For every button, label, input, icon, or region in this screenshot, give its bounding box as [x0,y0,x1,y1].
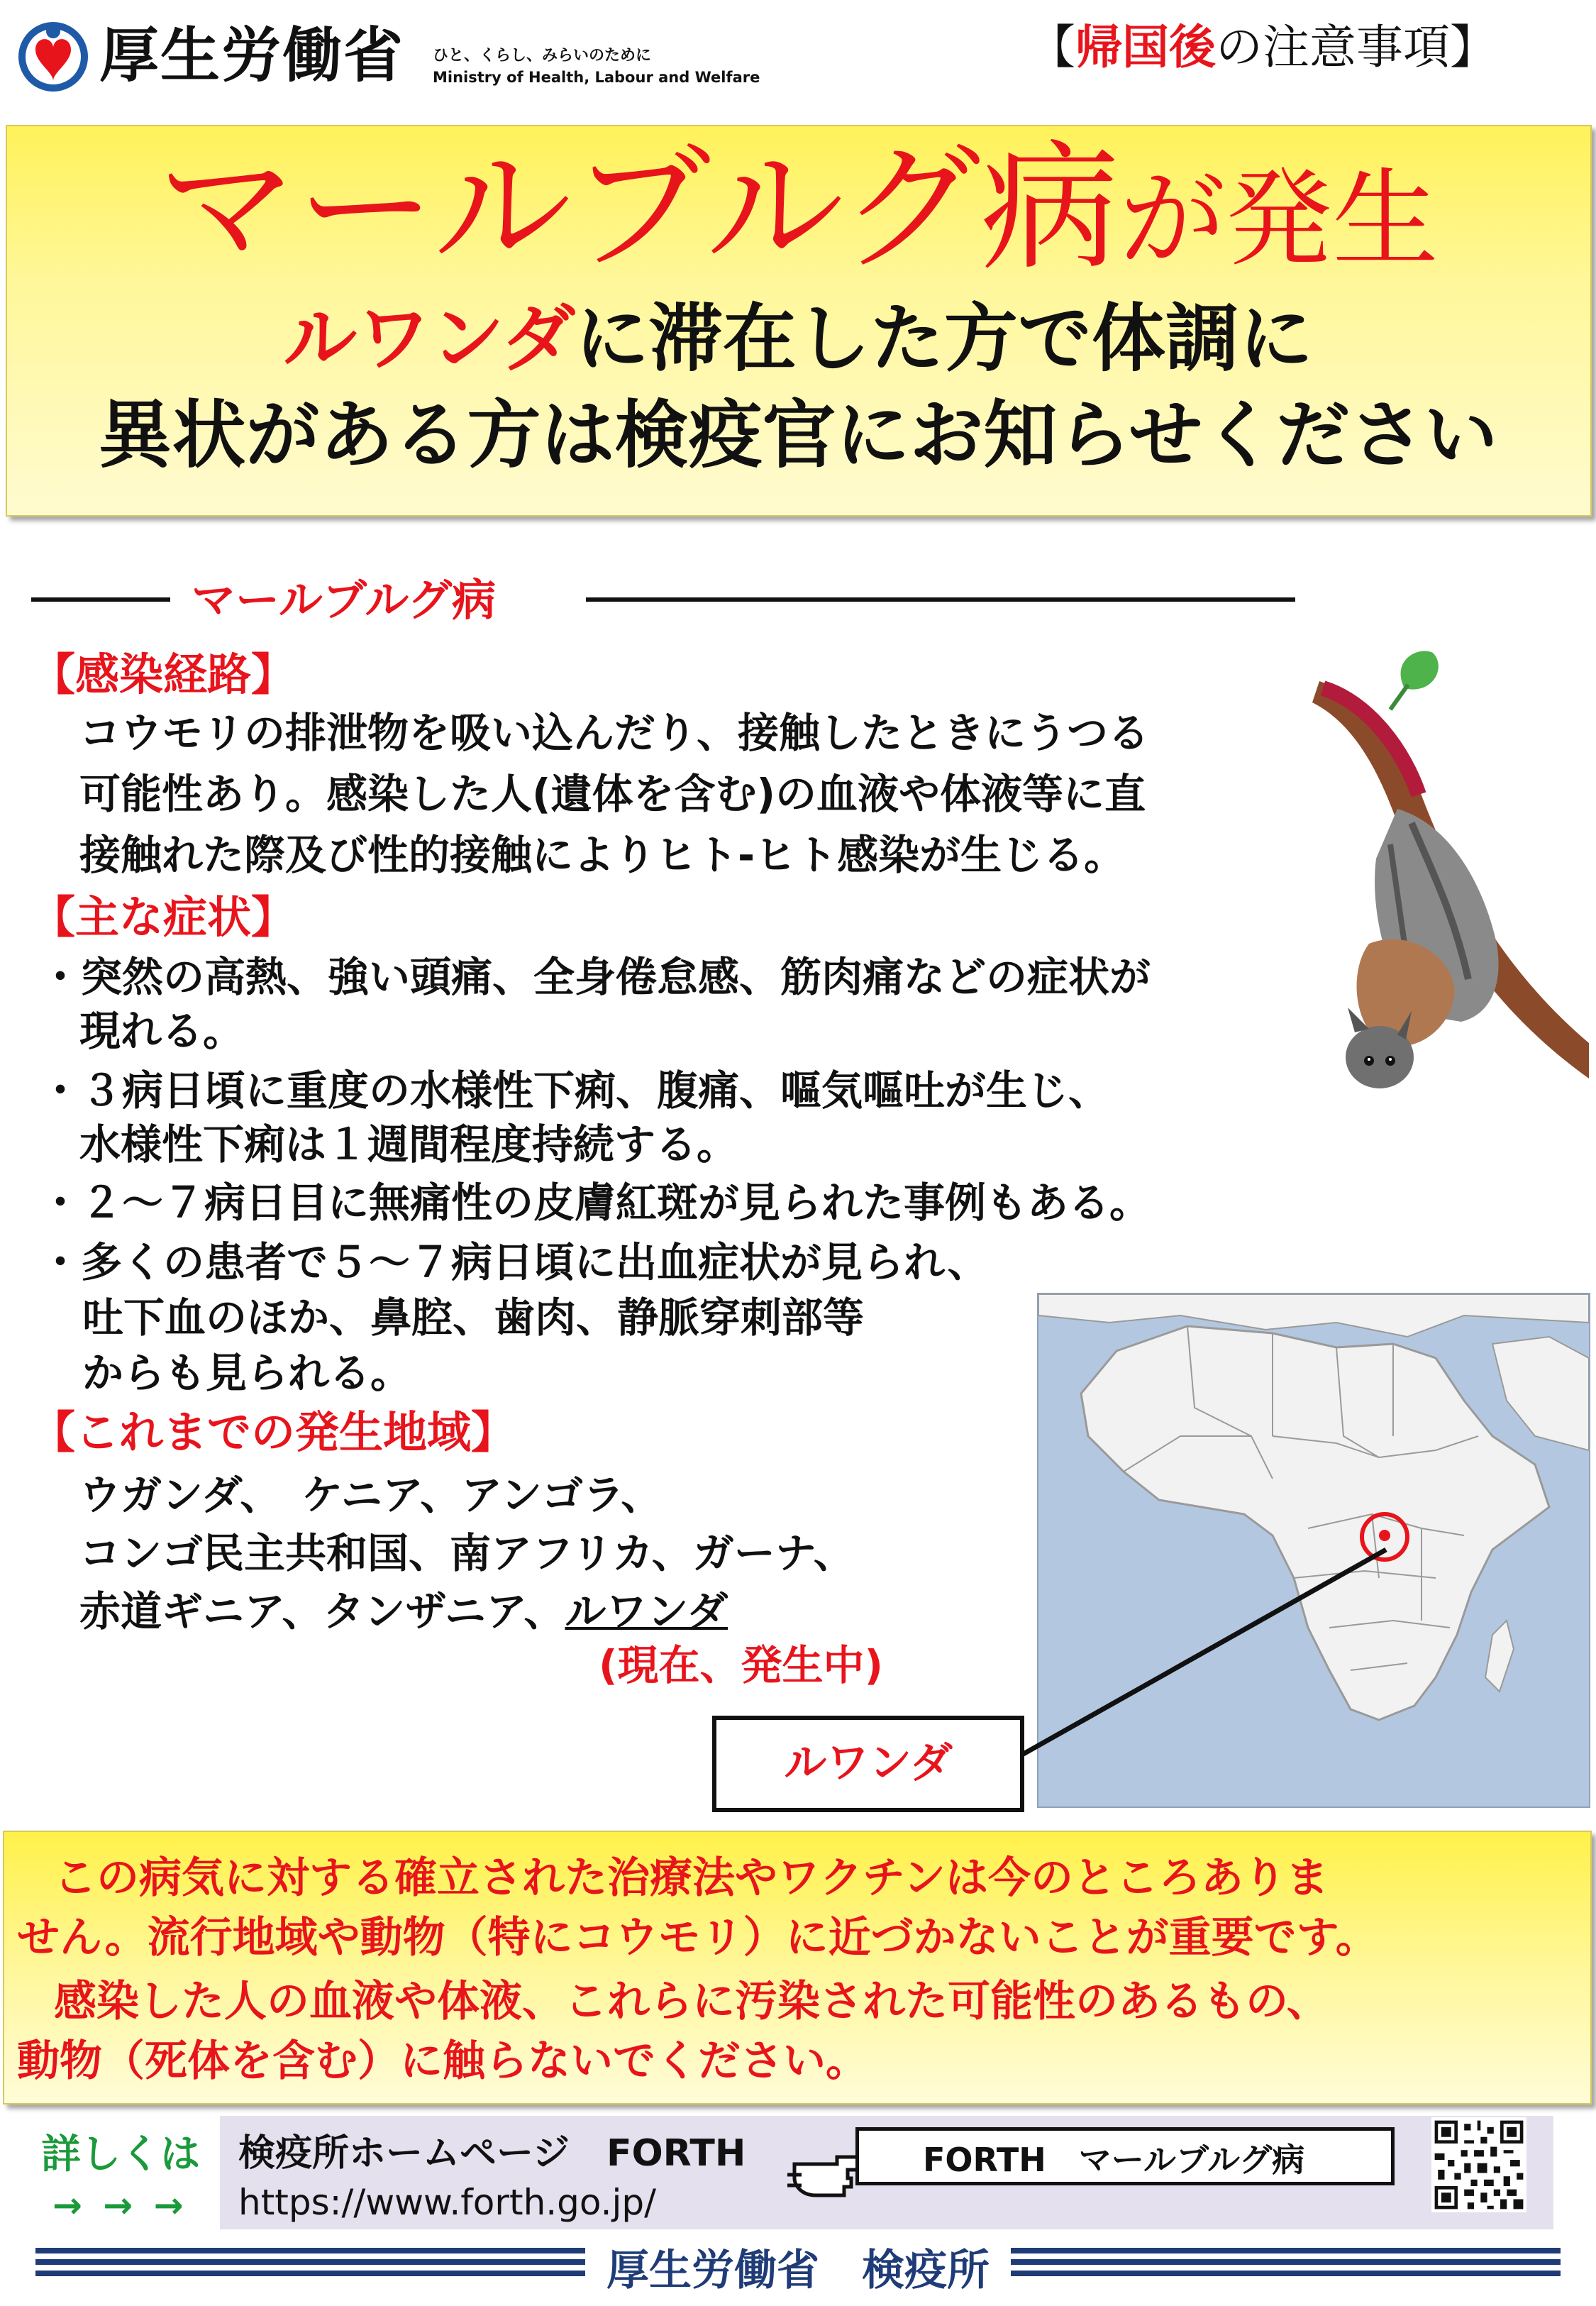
bat-illustration-icon [1312,646,1596,1142]
current-outbreak-note: (現在、発生中) [599,1641,884,1689]
rwanda-callout-box: ルワンダ [712,1716,1024,1812]
notice-heading: 【帰国後の注意事項】 [1029,20,1497,75]
forth-site-title[interactable]: 検疫所ホームページ FORTH [238,2132,746,2175]
section-divider-right [586,597,1295,602]
warning-line: せん。流行地域や動物（特にコウモリ）に近づかないことが重要です。 [17,1913,1378,1963]
symptom-line: ・突然の高熱、強い頭痛、全身倦怠感、筋肉痛などの症状が [40,953,1151,1001]
hero-title: マールブルグ病が発生 [157,128,1439,289]
regions-line: コンゴ民主共和国、南アフリカ、ガーナ、 [79,1529,855,1577]
hero-subtitle-line1: ルワンダに滞在した方で体調に [283,295,1313,382]
symptom-line: ・２～７病日目に無痛性の皮膚紅斑が見られた事例もある。 [40,1179,1151,1227]
infection-route-line: コウモリの排泄物を吸い込んだり、接触したときにうつる [79,709,1150,757]
ministry-english-name: Ministry of Health, Labour and Welfare [433,69,760,86]
symptoms-label: 【主な症状】 [31,891,296,943]
symptom-line: 水様性下痢は１週間程度持続する。 [79,1120,738,1169]
forth-url-link[interactable]: https://www.forth.go.jp/ [238,2182,656,2223]
warning-line: 感染した人の血液や体液、これらに汚染された可能性のあるもの、 [54,1977,1329,2026]
section-title: マールブルグ病 [192,574,497,626]
callout-pointer-line [1014,1547,1412,1774]
symptom-line: からも見られる。 [82,1349,412,1397]
regions-line: 赤道ギニア、タンザニア、ルワンダ [79,1587,728,1635]
ministry-tagline: ひと、くらし、みらいのために [433,47,652,65]
ministry-name: 厚生労働省 [99,21,405,90]
search-keyword-box[interactable]: FORTH マールブルグ病 [855,2127,1395,2185]
ministry-logo-icon [14,16,92,94]
warning-line: この病気に対する確立された治療法やワクチンは今のところありま [54,1853,1329,1903]
infection-route-line: 可能性あり。感染した人(遺体を含む)の血液や体液等に直 [79,770,1146,818]
warning-line: 動物（死体を含む）に触らないでください。 [17,2036,868,2086]
footer-organization: 厚生労働省 検疫所 [0,2242,1596,2299]
symptom-line: ・３病日頃に重度の水様性下痢、腹痛、嘔気嘔吐が生じ、 [40,1066,1110,1115]
symptom-line: 吐下血のほか、鼻腔、歯肉、静脈穿刺部等 [82,1293,865,1342]
regions-line: ウガンダ、 ケニア、アンゴラ、 [79,1471,663,1519]
details-arrows: → → → [52,2185,188,2226]
infection-route-line: 接触れた際及び性的接触によりヒト-ヒト感染が生じる。 [79,831,1126,879]
qr-code-icon[interactable] [1431,2117,1526,2212]
infection-route-label: 【感染経路】 [31,649,296,700]
regions-label: 【これまでの発生地域】 [31,1406,516,1458]
details-label: 詳しくは [41,2131,200,2178]
hero-subtitle-line2: 異状がある方は検疫官にお知らせください [98,392,1498,478]
symptom-line: ・多くの患者で５～７病日頃に出血症状が見られ、 [40,1238,989,1286]
symptom-line: 現れる。 [79,1007,245,1055]
section-divider-left [31,597,170,602]
